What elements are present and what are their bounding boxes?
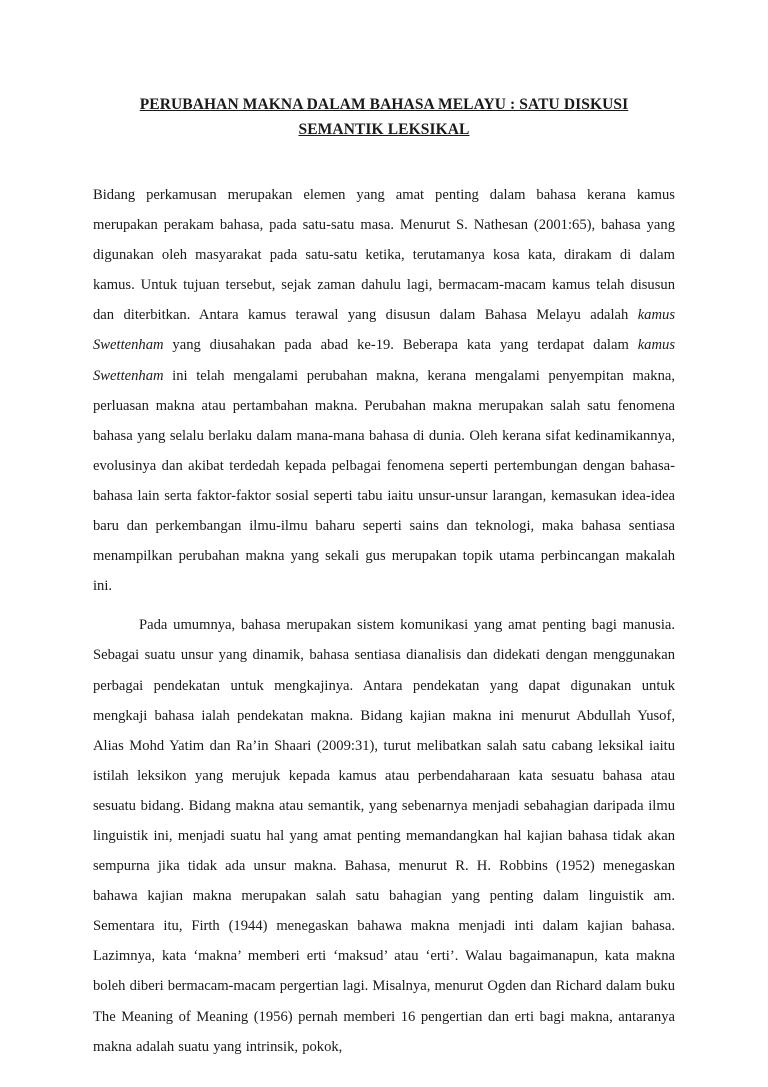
paragraph-1-text-c: ini telah mengalami perubahan makna, kerana mengalami penyempitan makna, perluasan makna atau pertambahan makna. Perubahan makna merupakan salah satu fenomena bahasa yang selalu berlaku dalam mana-mana bahasa di dunia. Oleh kerana sifat kedinamikannya, evolusinya dan akibat terdedah kepada pelbagai fenomena seperti pertembungan dengan bahasa-bahasa lain serta faktor-faktor sosial seperti tabu iaitu unsur-unsur larangan, kemasukan idea-idea baru dan perkembangan ilmu-ilmu baharu seperti sains dan teknologi, maka bahasa sentiasa menampilkan perubahan makna yang sekali gus merupakan topik utama perbincangan makalah ini. [93, 367, 675, 595]
paragraph-1-text-b: yang diusahakan pada abad ke-19. Beberapa kata yang terdapat dalam [163, 337, 638, 354]
paragraph-1 [93, 180, 675, 601]
paragraph-1-italic-b: kamus Swettenham [93, 337, 675, 384]
paragraph-1-italic-a: kamus Swettenham [93, 307, 675, 354]
document-title [93, 92, 675, 142]
title-line-2: SEMANTIK LEKSIKAL [298, 121, 470, 138]
title-line-1: PERUBAHAN MAKNA DALAM BAHASA MELAYU : SATU DISKUSI [139, 96, 629, 113]
paragraph-2: Pada umumnya, bahasa merupakan sistem komunikasi yang amat penting bagi manusia. Sebagai suatu unsur yang dinamik, bahasa sentiasa dianalisis dan didekati dengan menggunakan perbagai pendekatan untuk mengkajinya. Antara pendekatan yang dapat digunakan untuk mengkaji bahasa ialah pendekatan makna. Bidang kajian makna ini menurut Abdullah Yusof, Alias Mohd Yatim dan Ra’in Shaari (2009:31), turut melibatkan salah satu cabang leksikal iaitu istilah leksikon yang merujuk kepada kamus atau perbendaharaan kata sesuatu bahasa atau sesuatu bidang. Bidang makna atau semantik, yang sebenarnya menjadi sebahagian daripada ilmu linguistik ini, menjadi suatu hal yang amat penting memandangkan hal kajian bahasa tidak akan sempurna jika tidak ada unsur makna. Bahasa, menurut R. H. Robbins (1952) menegaskan bahawa kajian makna merupakan salah satu bahagian yang penting dalam linguistik am. Sementara itu, Firth (1944) menegaskan bahawa makna menjadi inti dalam kajian bahasa. Lazimnya, kata ‘makna’ memberi erti ‘maksud’ atau ‘erti’. Walau bagaimanapun, kata makna boleh diberi bermacam-macam pergertian lagi. Misalnya, menurut Ogden dan Richard dalam buku The Meaning of Meaning (1956) pernah memberi 16 pengertian dan erti bagi makna, antaranya makna adalah suatu yang intrinsik, pokok, [93, 617, 675, 1055]
paragraph-1-text-a: Bidang perkamusan merupakan elemen yang amat penting dalam bahasa kerana kamus merupakan perakam bahasa, pada satu-satu masa. Menurut S. Nathesan (2001:65), bahasa yang digunakan oleh masyarakat pada satu-satu ketika, terutamanya kosa kata, dirakam di dalam kamus. Untuk tujuan tersebut, sejak zaman dahulu lagi, bermacam-macam kamus telah disusun dan diterbitkan. Antara kamus terawal yang disusun dalam Bahasa Melayu adalah [93, 187, 675, 324]
document-page [93, 0, 675, 1062]
